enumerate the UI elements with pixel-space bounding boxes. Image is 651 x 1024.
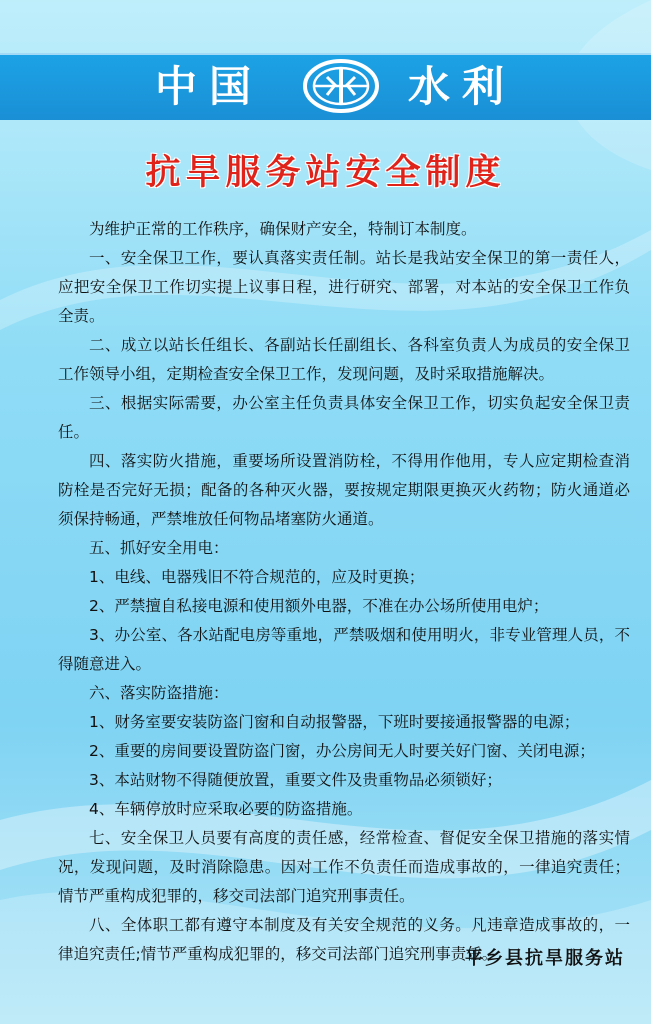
paragraph-6: 六、落实防盗措施：: [89, 684, 229, 702]
paragraph-5: 五、抓好安全用电：: [89, 539, 229, 557]
issuer-signature: 平乡县抗旱服务站: [465, 948, 625, 969]
paragraph-7: 七、安全保卫人员要有高度的责任感，经常检查、督促安全保卫措施的落实情况，发现问题，及时消除隐患。因对工作不负责任而造成事故的，一律追究责任；情节严重构成犯罪的，移交司法部门追究刑事责任。: [58, 829, 630, 905]
list-item: 3、办公室、各水站配电房等重地，严禁吸烟和使用明火，非专业管理人员，不得随意进入。: [58, 626, 630, 673]
list-item: 4、车辆停放时应采取必要的防盗措施。: [89, 800, 363, 818]
paragraph-2: 二、成立以站长任组长、各副站长任副组长、各科室负责人为成员的安全保卫工作领导小组，定期检查安全保卫工作，发现问题，及时采取措施解决。: [58, 336, 630, 383]
header-left-text: 中国: [155, 62, 264, 111]
water-resources-emblem-icon: [301, 57, 381, 115]
paragraph-3: 三、根据实际需要，办公室主任负责具体安全保卫工作，切实负起安全保卫责任。: [58, 394, 630, 441]
page-title: 抗旱服务站安全制度: [145, 153, 506, 193]
list-item: 2、重要的房间要设置防盗门窗，办公房间无人时要关好门窗、关闭电源；: [89, 742, 595, 760]
header-right-text: 水利: [408, 62, 517, 111]
header-banner: [0, 53, 651, 120]
paragraph-8: 八、全体职工都有遵守本制度及有关安全规范的义务。凡违章造成事故的，一律追究责任;情节严重构成犯罪的，移交司法部门追究刑事责任。: [58, 916, 630, 963]
list-item: 1、电线、电器残旧不符合规范的，应及时更换；: [89, 568, 425, 586]
list-item: 3、本站财物不得随便放置，重要文件及贵重物品必须锁好；: [89, 771, 502, 789]
paragraph-4: 四、落实防火措施，重要场所设置消防栓，不得用作他用，专人应定期检查消防栓是否完好无损；配备的各种灭火器，要按规定期限更换灭火药物；防火通道必须保持畅通，严禁堆放任何物品堵塞防火通道。: [58, 452, 630, 528]
paragraph-intro: 为维护正常的工作秩序，确保财产安全，特制订本制度。: [89, 220, 477, 238]
list-item: 1、财务室要安装防盗门窗和自动报警器，下班时要接通报警器的电源；: [89, 713, 580, 731]
paragraph-1: 一、安全保卫工作，要认真落实责任制。站长是我站安全保卫的第一责任人，应把安全保卫工作切实提上议事日程，进行研究、部署，对本站的安全保卫工作负全责。: [58, 249, 630, 325]
regulation-body: [58, 215, 630, 969]
list-item: 2、严禁擅自私接电源和使用额外电器，不准在办公场所使用电炉；: [89, 597, 549, 615]
